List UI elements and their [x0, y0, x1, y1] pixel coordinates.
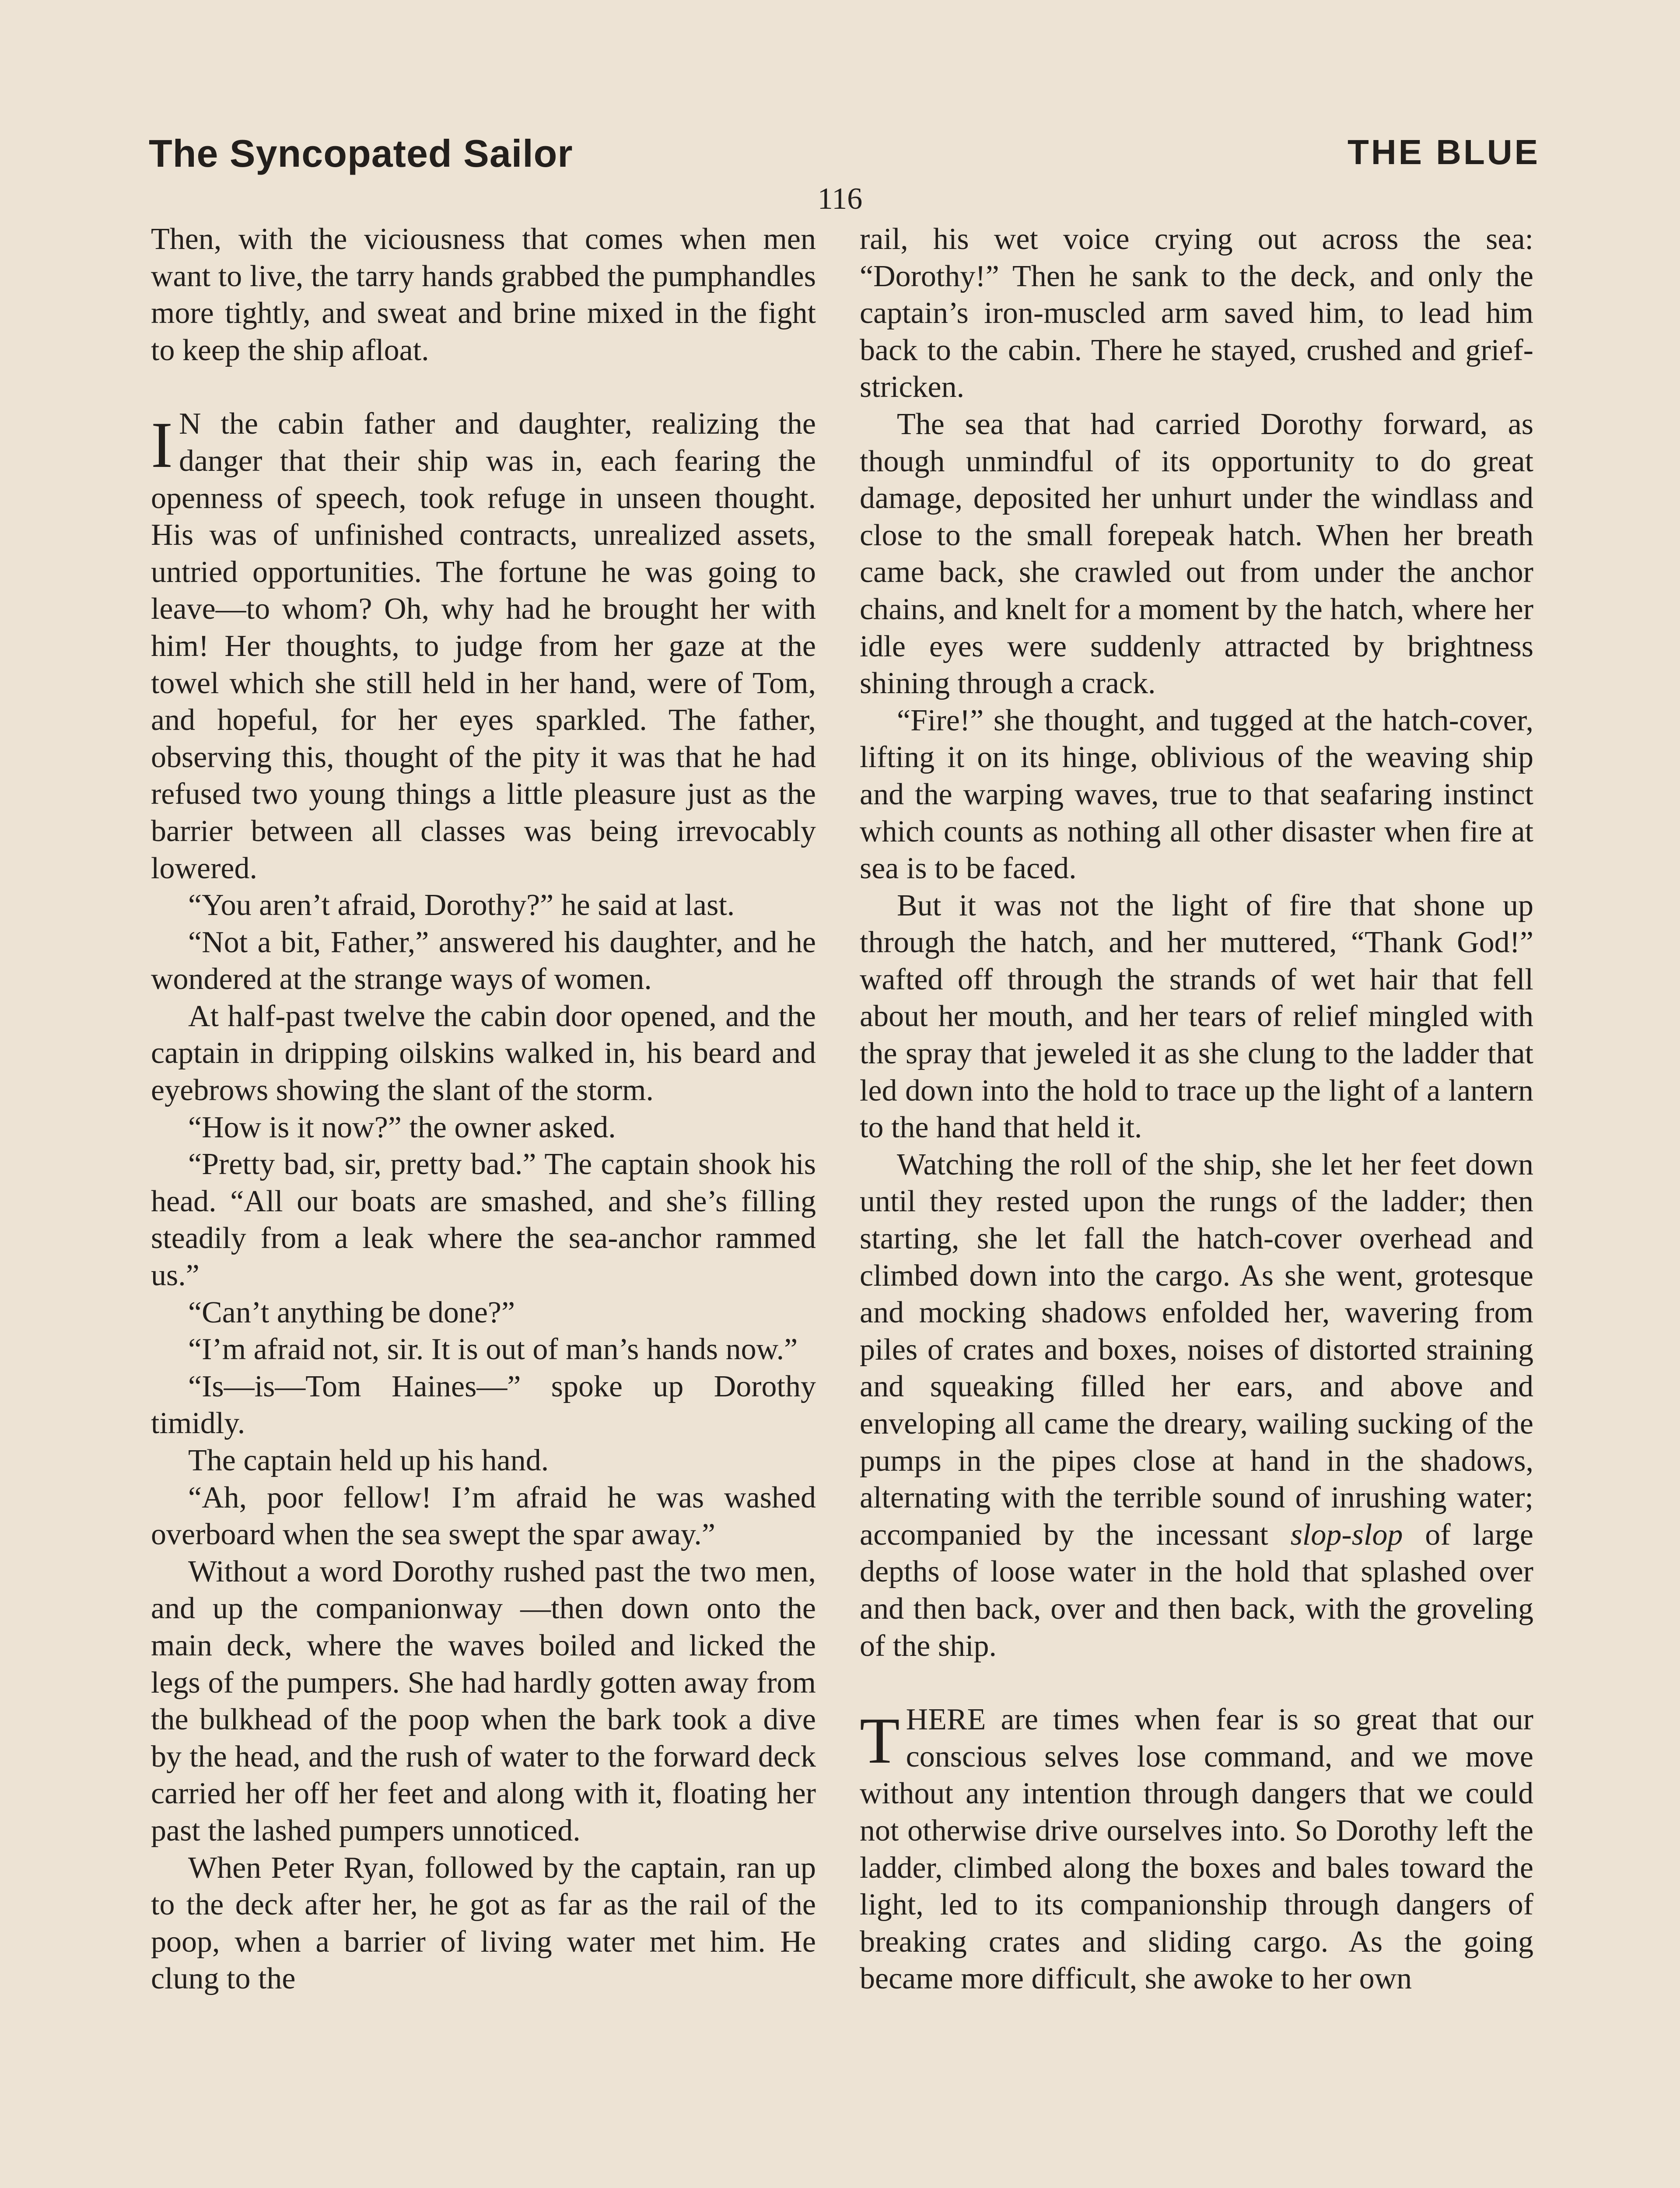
paragraph: Then, with the viciousness that comes when men want to live, the tarry hands grabbed the pumphandles more tightly, and sweat and brine mixed in the fight to keep the ship afloat.	[151, 222, 816, 367]
paragraph: “Is—is—Tom Haines—” spoke up Dorothy timidly.	[151, 1369, 816, 1441]
paragraph: “Ah, poor fellow! I’m afraid he was washed overboard when the sea swept the spar away.”	[151, 1480, 816, 1552]
paragraph: “Not a bit, Father,” answered his daughter, and he wondered at the strange ways of women.	[151, 925, 816, 996]
paragraph-text: Watching the roll of the ship, she let her feet down until they rested upon the rungs of the ladder; then starting, she let fall the hatch-cover overhead and climbed down into the cargo. As she went, grotesque and mocking shadows enfolded her, wavering from piles of crates and boxes, noises of distorted straining and squeaking filled her ears, and above and enveloping all came the dreary, wailing sucking of the pumps in the pipes close at hand in the shadows, alternating with the terrible sound of inrushing water; accompanied by the incessant	[860, 1147, 1533, 1552]
right-column	[860, 221, 1533, 1998]
page-number: 116	[817, 182, 863, 216]
drop-cap-letter: T	[860, 1704, 900, 1778]
paragraph: rail, his wet voice crying out across the sea: “Dorothy!” Then he sank to the deck, and only the captain’s iron-muscled arm saved him, to lead him back to the cabin. There he stayed, crushed and grief-stricken.	[860, 222, 1533, 404]
paragraph: When Peter Ryan, followed by the captain, ran up to the deck after her, he got as far as the rail of the poop, when a barrier of living water met him. He clung to the	[151, 1851, 816, 1996]
section-title: THE BLUE	[1348, 133, 1540, 172]
paragraph: “I’m afraid not, sir. It is out of man’s hands now.”	[188, 1332, 798, 1367]
paragraph: At half-past twelve the cabin door opened, and the captain in dripping oilskins walked in, his beard and eyebrows showing the slant of the storm.	[151, 999, 816, 1108]
paragraph: The captain held up his hand.	[188, 1444, 549, 1477]
paragraph: “Fire!” she thought, and tugged at the hatch-cover, lifting it on its hinge, oblivious of the weaving ship and the warping waves, true to that seafaring instinct which counts as nothing all other disaster when fire at sea is to be faced.	[860, 703, 1533, 886]
paragraph: But it was not the light of fire that shone up through the hatch, and her muttered, “Thank God!” wafted off through the strands of wet hair that fell about her mouth, and her tears of relief mingled with the spray that jeweled it as she clung to the ladder that led down into the hold to trace up the light of a lantern to the hand that held it.	[860, 888, 1533, 1145]
paragraph: “How is it now?” the owner asked.	[188, 1110, 616, 1144]
drop-cap-letter: I	[151, 409, 173, 482]
paragraph-dropcap	[860, 1701, 1533, 1998]
paragraph: “Can’t anything be done?”	[188, 1295, 515, 1329]
running-title: The Syncopated Sailor	[149, 132, 573, 175]
paragraph: “Pretty bad, sir, pretty bad.” The captain shook his head. “All our boats are smashed, and she’s filling steadily from a leak where the sea-anchor rammed us.”	[151, 1147, 816, 1293]
paragraph: The sea that had carried Dorothy forward, as though unmindful of its opportunity to do great damage, deposited her unhurt under the windlass and close to the small forepeak hatch. When her breath came back, she crawled out from under the anchor chains, and knelt for a moment by the hatch, where her idle eyes were suddenly attracted by brightness shining through a crack.	[860, 407, 1533, 701]
paragraph-dropcap	[151, 406, 816, 887]
italic-text: slop-slop	[1290, 1518, 1403, 1552]
left-column	[151, 221, 816, 1998]
paragraph-text: HERE are times when fear is so great that our conscious selves lose command, and we move without any intention through dangers that we could not otherwise drive ourselves into. So Dorothy left the ladder, climbed along the boxes and bales toward the light, led to its companionship through dangers of breaking crates and sliding cargo. As the going became more difficult, she awoke to her own	[860, 1703, 1533, 1996]
paragraph: “You aren’t afraid, Dorothy?” he said at last.	[188, 888, 735, 922]
paragraph-text: N the cabin father and daughter, realizing the danger that their ship was in, each fearing the openness of speech, took refuge in unseen thought. His was of unfinished contracts, unrealized assets, untried opportunities. The fortune he was going to leave—to whom? Oh, why had he brought her with him! Her thoughts, to judge from her gaze at the towel which she still held in her hand, were of Tom, and hopeful, for her eyes sparkled. The father, observing this, thought of the pity it was that he had refused two young things a little pleasure just as the barrier between all classes was being irrevocably lowered.	[151, 407, 816, 885]
paragraph: Without a word Dorothy rushed past the two men, and up the companionway —then down onto the main deck, where the waves boiled and licked the legs of the pumpers. She had hardly gotten away from the bulkhead of the poop when the bark took a dive by the head, and the rush of water to the forward deck carried her off her feet and along with it, floating her past the lashed pumpers unnoticed.	[151, 1554, 816, 1848]
paragraph	[860, 1147, 1533, 1665]
paragraph-text-continued: of large depths of loose water in the hold that splashed over and then back, over and then back, with the groveling of the ship.	[860, 1518, 1533, 1663]
page-header	[149, 131, 1540, 184]
